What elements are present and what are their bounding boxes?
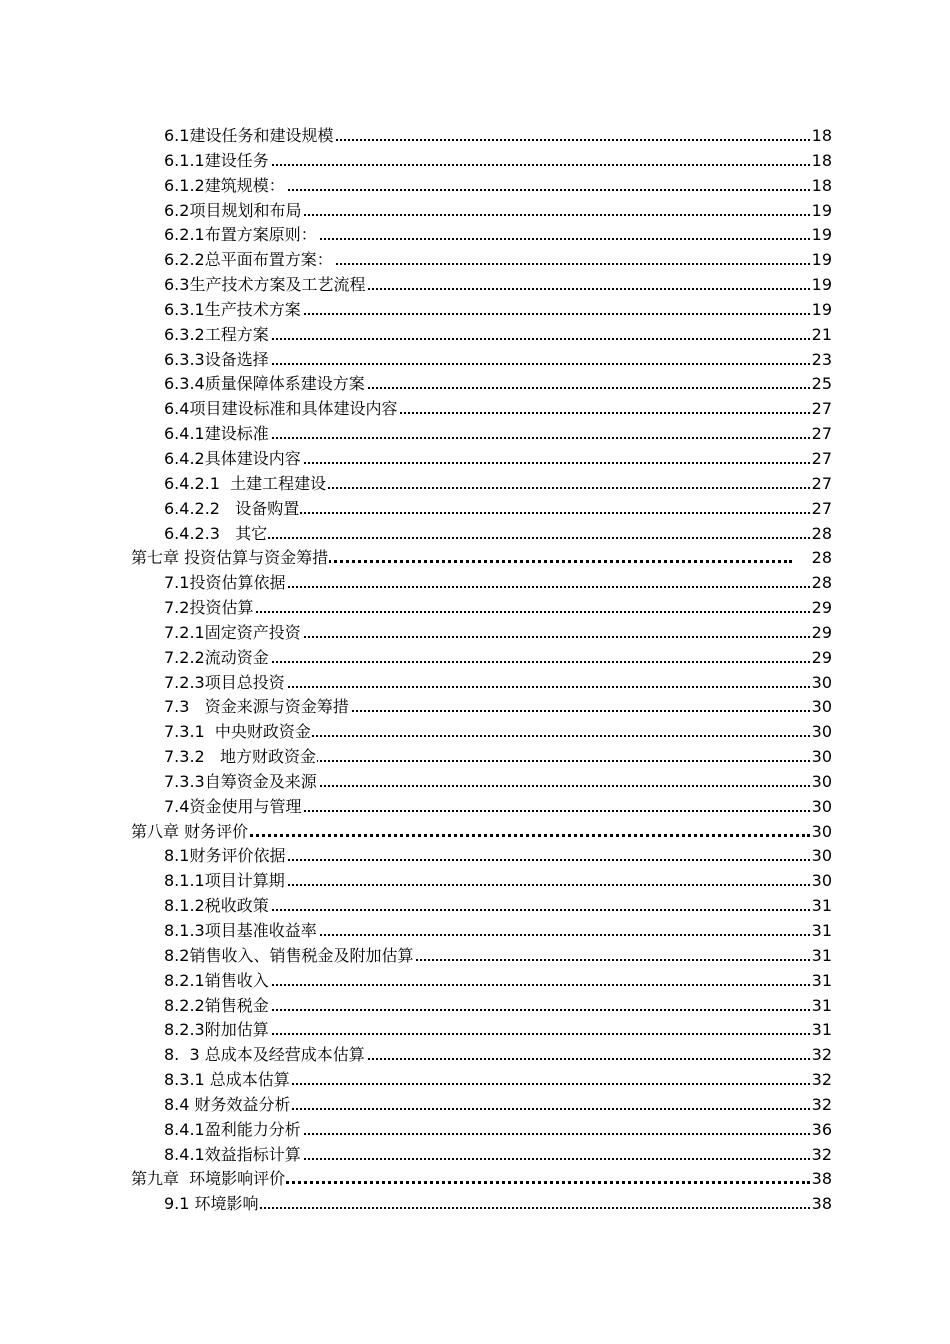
toc-page-number: 32 [810,1068,832,1092]
toc-page-number: 30 [810,671,832,695]
toc-page-number: 25 [810,372,832,396]
toc-dot-leader [164,1207,810,1209]
toc-entry-title: 8.4.1效益指标计算 [164,1143,302,1167]
toc-page-number: 31 [810,919,832,943]
toc-page-number: 30 [810,869,832,893]
toc-section-entry[interactable] [0,695,950,720]
toc-entry-title: 7.3.1 中央财政资金 [164,720,312,744]
toc-section-entry[interactable] [0,397,950,422]
toc-section-entry[interactable] [0,770,950,795]
toc-entry-title: 7.2.1固定资产投资 [164,621,302,645]
toc-entry-title: 6.3生产技术方案及工艺流程 [164,273,366,297]
toc-page-number: 19 [810,298,832,322]
toc-entry-title: 8.3.1 总成本估算 [164,1068,291,1092]
table-of-contents [0,124,950,1217]
toc-section-entry[interactable] [0,348,950,373]
toc-section-entry[interactable] [0,596,950,621]
toc-section-entry[interactable] [0,1143,950,1168]
toc-entry-title: 8.1.3项目基准收益率 [164,919,318,943]
toc-section-entry[interactable] [0,1068,950,1093]
toc-entry-title: 6.4.1建设标准 [164,422,270,446]
toc-entry-title: 6.2.2总平面布置方案： [164,248,334,272]
toc-page-number: 19 [810,273,832,297]
toc-section-entry[interactable] [0,720,950,745]
toc-page-number: 32 [810,1043,832,1067]
toc-section-entry[interactable] [0,174,950,199]
toc-entry-title: 第七章 投资估算与资金筹措 [131,546,329,570]
toc-section-entry[interactable] [0,149,950,174]
toc-page-number: 18 [810,124,832,148]
toc-dot-leader [164,611,810,613]
toc-section-entry[interactable] [0,199,950,224]
toc-entry-title: 6.3.3设备选择 [164,348,270,372]
toc-page-number: 30 [810,720,832,744]
toc-page-number: 31 [810,994,832,1018]
toc-section-entry[interactable] [0,1018,950,1043]
toc-section-entry[interactable] [0,248,950,273]
toc-section-entry[interactable] [0,223,950,248]
toc-page-number: 19 [810,223,832,247]
toc-section-entry[interactable] [0,919,950,944]
toc-page-number: 27 [810,447,832,471]
toc-page-number: 31 [810,969,832,993]
toc-chapter-entry[interactable] [0,546,950,571]
toc-section-entry[interactable] [0,323,950,348]
toc-page-number: 23 [810,348,832,372]
toc-entry-title: 第九章 环境影响评价 [131,1167,286,1191]
toc-section-entry[interactable] [0,621,950,646]
toc-section-entry[interactable] [0,969,950,994]
toc-section-entry[interactable] [0,646,950,671]
toc-chapter-entry[interactable] [0,820,950,845]
toc-page-number: 32 [810,1093,832,1117]
toc-page-number: 29 [810,646,832,670]
toc-page-number: 29 [810,596,832,620]
toc-entry-title: 6.3.4质量保障体系建设方案 [164,372,366,396]
toc-section-entry[interactable] [0,372,950,397]
toc-page-number: 30 [810,820,832,844]
toc-page-number: 27 [810,397,832,421]
toc-section-entry[interactable] [0,497,950,522]
toc-entry-title: 8.4.1盈利能力分析 [164,1118,302,1142]
toc-page-number: 30 [810,745,832,769]
toc-page-number: 30 [810,695,832,719]
toc-entry-title: 6.2项目规划和布局 [164,199,302,223]
toc-section-entry[interactable] [0,1118,950,1143]
toc-page-number: 38 [810,1167,832,1191]
toc-entry-title: 7.2投资估算 [164,596,254,620]
toc-entry-title: 8.2.3附加估算 [164,1018,270,1042]
toc-entry-title: 8. 3 总成本及经营成本估算 [164,1043,366,1067]
toc-page-number: 36 [810,1118,832,1142]
toc-page-number: 31 [810,1018,832,1042]
toc-section-entry[interactable] [0,273,950,298]
toc-page-number: 28 [811,548,832,568]
toc-page-number: 18 [810,174,832,198]
toc-entry-title: 6.1建设任务和建设规模 [164,124,334,148]
toc-entry-title: 7.2.3项目总投资 [164,671,286,695]
toc-page-number: 19 [810,199,832,223]
toc-entry-title: 9.1 环境影响 [164,1192,260,1216]
toc-entry-title: 7.2.2流动资金 [164,646,270,670]
toc-page-number: 21 [810,323,832,347]
toc-section-entry[interactable] [0,522,950,547]
toc-section-entry[interactable] [0,745,950,770]
toc-section-entry[interactable] [0,671,950,696]
toc-page-number: 28 [810,522,832,546]
toc-page-number: 27 [810,497,832,521]
toc-page-number: 19 [810,248,832,272]
toc-page-number: 27 [810,422,832,446]
toc-entry-title: 7.3 资金来源与资金筹措 [164,695,350,719]
toc-entry-title: 6.4.2具体建设内容 [164,447,302,471]
toc-page-number: 30 [810,795,832,819]
toc-entry-title: 6.3.2工程方案 [164,323,270,347]
toc-section-entry[interactable] [0,571,950,596]
toc-entry-title: 第八章 财务评价 [131,820,249,844]
toc-entry-title: 8.1.1项目计算期 [164,869,286,893]
toc-entry-title: 8.1财务评价依据 [164,844,286,868]
toc-entry-title: 6.1.1建设任务 [164,149,270,173]
toc-entry-title: 7.1投资估算依据 [164,571,286,595]
toc-section-entry[interactable] [0,944,950,969]
toc-section-entry[interactable] [0,1192,950,1217]
toc-section-entry[interactable] [0,894,950,919]
toc-entry-title: 6.3.1生产技术方案 [164,298,302,322]
toc-section-entry[interactable] [0,124,950,149]
toc-entry-title: 8.4 财务效益分析 [164,1093,292,1117]
toc-entry-title: 8.2.2销售税金 [164,994,270,1018]
toc-entry-title: 8.2销售收入、销售税金及附加估算 [164,944,414,968]
toc-entry-title: 6.1.2建筑规模： [164,174,286,198]
toc-page-number: 38 [810,1192,832,1216]
toc-entry-title: 6.4.2.1 土建工程建设 [164,472,327,496]
toc-section-entry[interactable] [0,1043,950,1068]
toc-page-number: 18 [810,149,832,173]
toc-entry-title: 6.2.1布置方案原则： [164,223,318,247]
toc-section-entry[interactable] [0,844,950,869]
toc-chapter-entry[interactable] [0,1167,950,1192]
toc-entry-title: 7.3.3自筹资金及来源 [164,770,318,794]
toc-section-entry[interactable] [0,994,950,1019]
toc-page-number: 28 [810,571,832,595]
toc-page-number: 30 [810,844,832,868]
toc-entry-title: 7.3.2 地方财政资金 [164,745,317,769]
toc-section-entry[interactable] [0,447,950,472]
toc-section-entry[interactable] [0,1093,950,1118]
toc-page-number: 31 [810,894,832,918]
toc-page-number: 31 [810,944,832,968]
toc-page-number: 27 [810,472,832,496]
toc-page-number: 30 [810,770,832,794]
toc-entry-title: 6.4.2.2 设备购置 [164,497,300,521]
toc-entry-title: 8.1.2税收政策 [164,894,270,918]
toc-entry-title: 8.2.1销售收入 [164,969,270,993]
toc-section-entry[interactable] [0,795,950,820]
toc-entry-title: 7.4资金使用与管理 [164,795,302,819]
toc-section-entry[interactable] [0,298,950,323]
toc-section-entry[interactable] [0,422,950,447]
toc-entry-title: 6.4.2.3 其它 [164,522,268,546]
toc-entry-title: 6.4项目建设标准和具体建设内容 [164,397,398,421]
toc-section-entry[interactable] [0,869,950,894]
toc-page-number: 29 [810,621,832,645]
toc-section-entry[interactable] [0,472,950,497]
toc-page-number: 32 [810,1143,832,1167]
